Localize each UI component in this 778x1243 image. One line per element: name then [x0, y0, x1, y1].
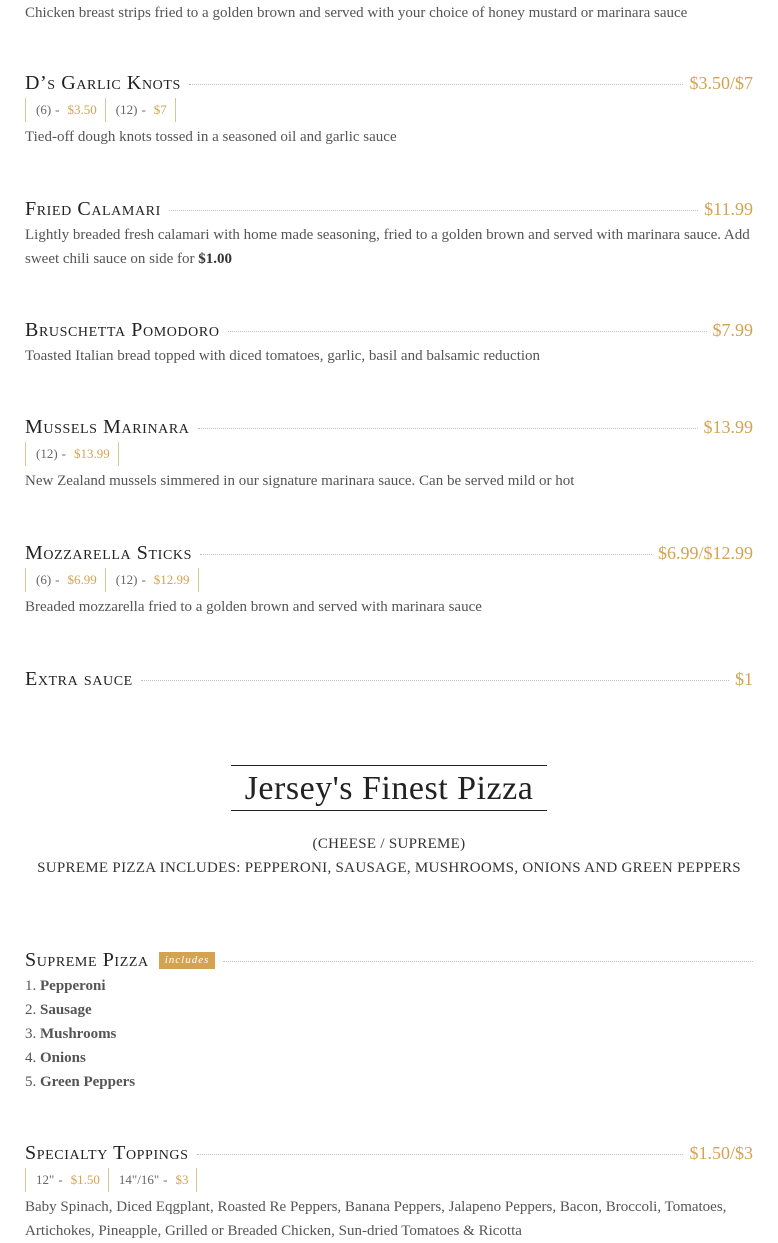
- topping-name: Onions: [40, 1050, 86, 1066]
- section-subtitle: (CHEESE / SUPREME): [312, 836, 466, 852]
- variant: (12) - $13.99: [25, 442, 119, 466]
- variant: (6) - $3.50: [25, 98, 105, 122]
- item-name: Supreme Pizza: [25, 949, 149, 971]
- variant-price: $3: [175, 1172, 189, 1187]
- item-name: Mussels Marinara: [25, 416, 190, 438]
- variant-price: $3.50: [67, 102, 97, 117]
- dotted-leader: [197, 1154, 684, 1155]
- variant-size: (12): [36, 446, 58, 461]
- dotted-leader: [200, 554, 652, 555]
- variant-list: [25, 442, 753, 466]
- item-name: Specialty Toppings: [25, 1142, 189, 1164]
- menu-item-fried-calamari: [25, 198, 753, 271]
- variant-price: $12.99: [153, 572, 190, 587]
- item-description: Toasted Italian bread topped with diced tomatoes, garlic, basil and balsamic reduction: [25, 348, 541, 364]
- variant-list: [25, 1168, 753, 1192]
- item-description: Tied-off dough knots tossed in a seasoned oil and garlic sauce: [25, 129, 397, 145]
- list-item: [40, 1070, 753, 1094]
- item-price: $6.99/$12.99: [657, 543, 753, 563]
- topping-name: Green Peppers: [40, 1074, 136, 1090]
- menu-item-mussels-marinara: [25, 416, 753, 493]
- variant-size: 12": [36, 1172, 55, 1187]
- item-description: [25, 223, 753, 271]
- menu-item-garlic-knots: [25, 72, 753, 149]
- dotted-leader: [169, 210, 698, 211]
- includes-list: [25, 974, 753, 1094]
- menu-item-extra-sauce: [25, 668, 753, 691]
- variant: (12) - $12.99: [105, 568, 199, 592]
- list-item: [40, 974, 753, 998]
- item-price: $1: [735, 669, 753, 689]
- dotted-leader: [223, 961, 753, 962]
- menu-item-specialty-toppings: [25, 1142, 753, 1243]
- item-price: $7.99: [712, 320, 753, 340]
- item-name: Fried Calamari: [25, 198, 161, 220]
- sauce-addon-price: $1.00: [198, 251, 233, 267]
- item-price: $1.50/$3: [689, 1143, 753, 1163]
- section-header: [25, 765, 753, 811]
- variant-list: [25, 568, 753, 592]
- section-title: Jersey's Finest Pizza: [231, 765, 548, 811]
- variant-size: 14"/16": [118, 1172, 160, 1187]
- topping-name: Pepperoni: [40, 978, 106, 994]
- variant-price: $6.99: [67, 572, 97, 587]
- topping-name: Sausage: [40, 1002, 92, 1018]
- chicken-strips-description: Chicken breast strips fried to a golden brown and served with your choice of honey mustard or marinara sauce: [25, 5, 688, 21]
- menu-item-bruschetta: [25, 319, 753, 368]
- list-item: [40, 1022, 753, 1046]
- item-price: $13.99: [703, 417, 753, 437]
- section-supreme-note: SUPREME PIZZA INCLUDES: PEPPERONI, SAUSAGE, MUSHROOMS, ONIONS AND GREEN PEPPERS: [37, 860, 741, 876]
- variant-size: (6): [36, 102, 52, 117]
- item-name: Extra sauce: [25, 668, 133, 690]
- item-price: $3.50/$7: [689, 73, 753, 93]
- item-description: Baby Spinach, Diced Eqgplant, Roasted Re Peppers, Banana Peppers, Jalapeno Peppers, Bacon, Broccoli, Tomatoes, Artichokes, Pineapple, Grilled or Breaded Chicken, Sun-dried Tomatoes & Ricotta: [25, 1199, 727, 1239]
- menu-item-mozzarella-sticks: [25, 542, 753, 619]
- variant: (6) - $6.99: [25, 568, 105, 592]
- variant: (12) - $7: [105, 98, 176, 122]
- variant-size: (6): [36, 572, 52, 587]
- item-price: $11.99: [704, 199, 753, 219]
- variant-size: (12): [115, 572, 138, 587]
- item-description: Breaded mozzarella fried to a golden brown and served with marinara sauce: [25, 599, 482, 615]
- menu-item-supreme-pizza: [25, 949, 753, 1094]
- item-name: Mozzarella Sticks: [25, 542, 192, 564]
- variant: 12" - $1.50: [25, 1168, 108, 1192]
- item-description-text: Lightly breaded fresh calamari with home made seasoning, fried to a golden brown and served with marinara sauce. Add sweet chili sauce on side for: [25, 227, 750, 267]
- variant-price: $1.50: [70, 1172, 100, 1187]
- list-item: [40, 1046, 753, 1070]
- dotted-leader: [198, 428, 698, 429]
- item-name: D’s Garlic Knots: [25, 72, 181, 94]
- variant-list: [25, 98, 753, 122]
- dotted-leader: [228, 331, 707, 332]
- item-description: New Zealand mussels simmered in our signature marinara sauce. Can be served mild or hot: [25, 473, 575, 489]
- list-item: [40, 998, 753, 1022]
- variant: 14"/16" - $3: [108, 1168, 198, 1192]
- topping-name: Mushrooms: [40, 1026, 117, 1042]
- includes-badge: includes: [159, 952, 216, 969]
- dotted-leader: [141, 680, 729, 681]
- variant-size: (12): [115, 102, 138, 117]
- variant-price: $7: [153, 102, 167, 117]
- dotted-leader: [189, 84, 684, 85]
- variant-price: $13.99: [74, 446, 110, 461]
- item-name: Bruschetta Pomodoro: [25, 319, 220, 341]
